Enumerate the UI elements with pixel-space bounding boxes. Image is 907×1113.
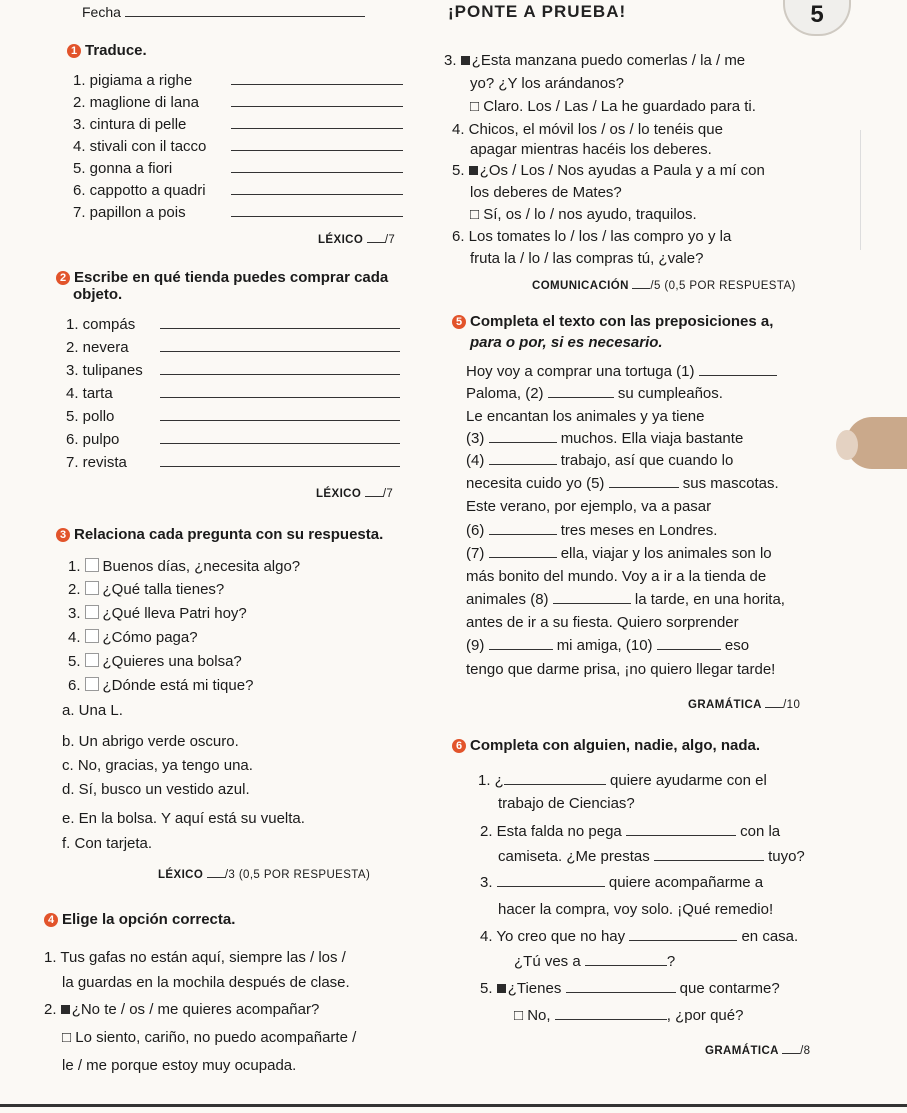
- bottom-rule: [0, 1104, 907, 1107]
- s5-blank[interactable]: [553, 591, 631, 604]
- s5-line: Este verano, por ejemplo, va a pasar: [466, 498, 712, 515]
- s1-blank[interactable]: [231, 160, 403, 173]
- c3-line: fruta la / lo / las compras tú, ¿vale?: [470, 250, 704, 267]
- section-2-title-cont: objeto.: [73, 286, 123, 303]
- s2-item: 4. tarta: [66, 385, 400, 402]
- s3-answer-box[interactable]: [85, 581, 99, 595]
- s6-blank[interactable]: [585, 953, 667, 966]
- section-4-title: 4 Elige la opción correcta.: [44, 911, 235, 928]
- c3-line: 3. ¿Esta manzana puedo comerlas / la / me: [444, 52, 746, 69]
- s5-line: Hoy voy a comprar una tortuga (1): [466, 363, 777, 380]
- section-3-title: 3 Relaciona cada pregunta con su respuesta.: [56, 526, 383, 543]
- s4-line: la guardas en la mochila después de clase.: [62, 974, 350, 991]
- section-5-number: 5: [452, 315, 466, 329]
- s4-line: □ Lo siento, cariño, no puedo acompañarte /: [62, 1029, 357, 1046]
- s6-line: 1. ¿ quiere ayudarme con el: [478, 772, 767, 789]
- s1-item: 3. cintura di pelle: [73, 116, 403, 133]
- c3-line: yo? ¿Y los arándanos?: [470, 75, 624, 92]
- c3-line: 4. Chicos, el móvil los / os / lo tenéis que: [452, 121, 723, 138]
- s3-answer-box[interactable]: [85, 605, 99, 619]
- s2-blank[interactable]: [160, 362, 400, 375]
- s2-score: LÉXICO /7: [316, 484, 393, 500]
- c3-line: los deberes de Mates?: [470, 184, 622, 201]
- fecha-label: Fecha: [82, 4, 365, 20]
- s3-question: 6. ¿Dónde está mi tique?: [68, 677, 254, 694]
- s1-blank[interactable]: [231, 204, 403, 217]
- s5-line: animales (8) la tarde, en una horita,: [466, 591, 785, 608]
- s6-line: camiseta. ¿Me prestas tuyo?: [498, 848, 805, 865]
- s2-blank[interactable]: [160, 339, 400, 352]
- s3-answer: e. En la bolsa. Y aquí está su vuelta.: [62, 810, 305, 827]
- s3-answer: f. Con tarjeta.: [62, 835, 153, 852]
- s1-blank[interactable]: [231, 138, 403, 151]
- s5-blank[interactable]: [489, 430, 557, 443]
- section-6-title: 6 Completa con alguien, nadie, algo, nada.: [452, 737, 760, 754]
- s3-answer: b. Un abrigo verde oscuro.: [62, 733, 239, 750]
- s6-blank[interactable]: [504, 772, 606, 785]
- s6-line: 5. ¿Tienes que contarme?: [480, 980, 780, 997]
- s3-question: 4. ¿Cómo paga?: [68, 629, 198, 646]
- s3-answer: d. Sí, busco un vestido azul.: [62, 781, 250, 798]
- thumb-nail: [836, 430, 858, 460]
- s3-score: LÉXICO /3 (0,5 POR RESPUESTA): [158, 865, 370, 881]
- s6-line: hacer la compra, voy solo. ¡Qué remedio!: [498, 901, 774, 918]
- page-number-badge: 5: [783, 0, 851, 36]
- s5-blank[interactable]: [609, 475, 679, 488]
- s1-blank[interactable]: [231, 94, 403, 107]
- s5-line: antes de ir a su fiesta. Quiero sorprender: [466, 614, 739, 631]
- s5-line: (9) mi amiga, (10) eso: [466, 637, 750, 654]
- s2-blank[interactable]: [160, 408, 400, 421]
- s3-question: 2. ¿Qué talla tienes?: [68, 581, 225, 598]
- s5-line: (3) muchos. Ella viaja bastante: [466, 430, 744, 447]
- s1-item: 1. pigiama a righe: [73, 72, 403, 89]
- s6-blank[interactable]: [497, 874, 605, 887]
- s4-line: le / me porque estoy muy ocupada.: [62, 1057, 297, 1074]
- s2-blank[interactable]: [160, 431, 400, 444]
- section-5-title-cont: para o por, si es necesario.: [470, 334, 663, 351]
- s2-item: 7. revista: [66, 454, 400, 471]
- s2-item: 5. pollo: [66, 408, 400, 425]
- section-1-title: 1 Traduce.: [67, 42, 147, 59]
- c3-line: 6. Los tomates lo / los / las compro yo y la: [452, 228, 732, 245]
- s2-blank[interactable]: [160, 316, 400, 329]
- s3-question: 1. Buenos días, ¿necesita algo?: [68, 558, 301, 575]
- s1-item: 6. cappotto a quadri: [73, 182, 403, 199]
- section-1-number: 1: [67, 44, 81, 58]
- s5-score: GRAMÁTICA /10: [688, 695, 800, 711]
- s4-line: 1. Tus gafas no están aquí, siempre las / los /: [44, 949, 346, 966]
- page-edge: [860, 130, 901, 250]
- s2-blank[interactable]: [160, 454, 400, 467]
- s2-item: 2. nevera: [66, 339, 400, 356]
- section-3-number: 3: [56, 528, 70, 542]
- s6-line: trabajo de Ciencias?: [498, 795, 635, 812]
- s6-line: 4. Yo creo que no hay en casa.: [480, 928, 799, 945]
- s5-line: necesita cuido yo (5) sus mascotas.: [466, 475, 779, 492]
- section-2-title: 2 Escribe en qué tienda puedes comprar cada: [56, 269, 388, 286]
- s5-line: tengo que darme prisa, ¡no quiero llegar tarde!: [466, 661, 776, 678]
- c3-line: □ Claro. Los / Las / La he guardado para ti.: [470, 98, 756, 115]
- s6-line: 2. Esta falda no pega con la: [480, 823, 781, 840]
- c3-line: 5. ¿Os / Los / Nos ayudas a Paula y a mí con: [452, 162, 765, 179]
- section-6-number: 6: [452, 739, 466, 753]
- s5-blank[interactable]: [489, 637, 553, 650]
- s6-score: GRAMÁTICA /8: [705, 1041, 810, 1057]
- s5-line: Le encantan los animales y ya tiene: [466, 408, 705, 425]
- s1-item: 2. maglione di lana: [73, 94, 403, 111]
- s3-answer-box[interactable]: [85, 558, 99, 572]
- s5-line: Paloma, (2) su cumpleaños.: [466, 385, 723, 402]
- s5-blank[interactable]: [489, 452, 557, 465]
- s2-item: 1. compás: [66, 316, 400, 333]
- s6-blank[interactable]: [629, 928, 737, 941]
- s3-answer: c. No, gracias, ya tengo una.: [62, 757, 253, 774]
- s3-answer-box[interactable]: [85, 629, 99, 643]
- section-5-title: 5 Completa el texto con las preposiciones a,: [452, 313, 773, 330]
- s3-question: 5. ¿Quieres una bolsa?: [68, 653, 242, 670]
- c3-line: □ Sí, os / lo / nos ayudo, traquilos.: [470, 206, 697, 223]
- s1-blank[interactable]: [231, 72, 403, 85]
- c3-score: COMUNICACIÓN /5 (0,5 POR RESPUESTA): [532, 276, 796, 292]
- section-4-number: 4: [44, 913, 58, 927]
- page-title: ¡PONTE A PRUEBA!: [448, 2, 627, 21]
- s2-item: 6. pulpo: [66, 431, 400, 448]
- s1-blank[interactable]: [231, 116, 403, 129]
- s5-blank[interactable]: [489, 522, 557, 535]
- s4-line: 2. ¿No te / os / me quieres acompañar?: [44, 1001, 320, 1018]
- c3-line: apagar mientras hacéis los deberes.: [470, 141, 712, 158]
- s6-line: □ No, , ¿por qué?: [514, 1007, 744, 1024]
- s1-item: 4. stivali con il tacco: [73, 138, 403, 155]
- s3-answer: a. Una L.: [62, 702, 123, 719]
- s6-line: ¿Tú ves a ?: [514, 953, 676, 970]
- s5-blank[interactable]: [548, 385, 614, 398]
- s5-line: (6) tres meses en Londres.: [466, 522, 718, 539]
- s6-line: 3. quiere acompañarme a: [480, 874, 764, 891]
- s5-blank[interactable]: [489, 545, 557, 558]
- s5-line: más bonito del mundo. Voy a ir a la tienda de: [466, 568, 767, 585]
- fecha-blank[interactable]: [125, 4, 365, 17]
- s5-line: (4) trabajo, así que cuando lo: [466, 452, 734, 469]
- s6-blank[interactable]: [654, 848, 764, 861]
- s3-answer-box[interactable]: [85, 653, 99, 667]
- s5-blank[interactable]: [657, 637, 721, 650]
- s5-line: (7) ella, viajar y los animales son lo: [466, 545, 772, 562]
- s6-blank[interactable]: [566, 980, 676, 993]
- s2-blank[interactable]: [160, 385, 400, 398]
- s1-item: 5. gonna a fiori: [73, 160, 403, 177]
- s6-blank[interactable]: [626, 823, 736, 836]
- s5-blank[interactable]: [699, 363, 777, 376]
- s1-item: 7. papillon a pois: [73, 204, 403, 221]
- s3-answer-box[interactable]: [85, 677, 99, 691]
- s1-score: LÉXICO /7: [318, 230, 395, 246]
- s1-blank[interactable]: [231, 182, 403, 195]
- s2-item: 3. tulipanes: [66, 362, 400, 379]
- s3-question: 3. ¿Qué lleva Patri hoy?: [68, 605, 247, 622]
- section-2-number: 2: [56, 271, 70, 285]
- s6-blank[interactable]: [555, 1007, 667, 1020]
